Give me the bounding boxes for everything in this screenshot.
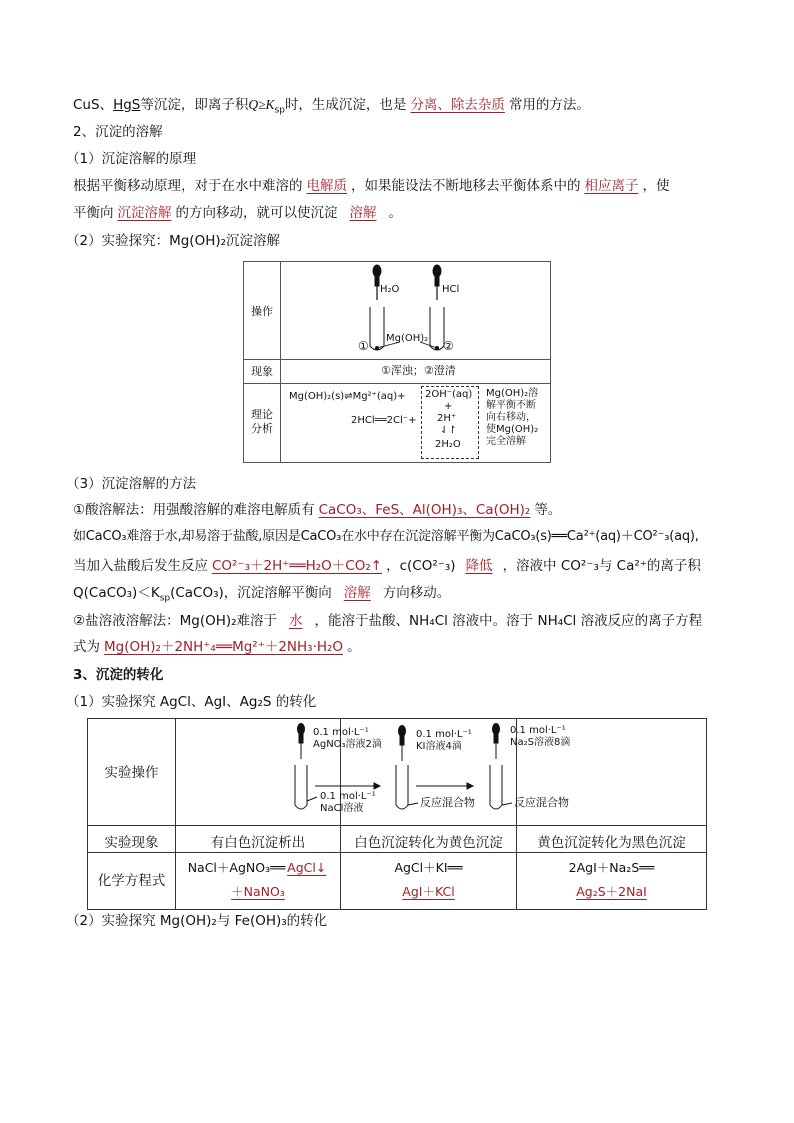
text: ，能溶于盐酸、NH₄Cl 溶液中。溶于 NH₄Cl 溶液反应的离子方程: [314, 613, 703, 629]
text: 式为: [73, 639, 100, 655]
box-plus: +: [444, 401, 453, 412]
text: 常用的方法。: [508, 97, 590, 113]
hgs-text: HgS: [113, 97, 141, 113]
text: CuS、: [73, 97, 114, 113]
equation-2-answer: [341, 882, 516, 900]
text-line-8: [73, 611, 702, 633]
row-label-phenomenon: 实验现象: [104, 835, 159, 851]
subscript: sp: [274, 105, 285, 116]
text: 方向移动。: [382, 585, 451, 601]
answer-blank: Ag₂S＋2NaI: [576, 884, 647, 899]
section-heading-3: 3、沉淀的转化: [73, 667, 164, 683]
reagent-1-conc: 0.1 mol·L⁻¹: [313, 727, 369, 738]
text-line-3: [73, 203, 402, 225]
subheading-2-1: （1）沉淀溶解的原理: [66, 151, 197, 167]
text-line-6: [73, 556, 701, 578]
answer-blank: 降低: [465, 558, 493, 574]
text: (CaCO₃)，沉淀溶解平衡向: [170, 585, 332, 601]
text: 平衡向: [73, 205, 114, 221]
answer-blank: ＋NaNO₃: [231, 884, 285, 899]
box-h: 2H⁺: [437, 413, 457, 424]
reagent-1-name: AgNO₃溶液2滴: [313, 739, 382, 750]
equation-1-cont: [176, 882, 340, 900]
answer-blank: 溶解: [343, 585, 371, 601]
text-line-9: [73, 637, 361, 659]
box-oh: 2OH⁻(aq): [425, 389, 473, 400]
answer-blank: CaCO₃、FeS、Al(OH)₃、Ca(OH)₂: [318, 502, 531, 518]
row-label-analysis: 理论 分析: [251, 408, 273, 435]
equation-1: [176, 858, 340, 876]
reagent-3-conc: 0.1 mol·L⁻¹: [510, 725, 566, 736]
answer-blank: 溶解: [349, 205, 377, 221]
section-heading-2: 2、沉淀的溶解: [73, 124, 163, 140]
hcl-ionization-eq: 2HCl══2Cl⁻+: [351, 415, 417, 426]
answer-blank: Mg(OH)₂＋2NH⁺₄══Mg²⁺＋2NH₃·H₂O: [104, 639, 344, 655]
text: 根据平衡移动原理，对于在水中难溶的: [73, 178, 303, 194]
text: ，使: [642, 178, 670, 194]
reagent-2-name: KI溶液4滴: [416, 741, 462, 752]
equation-3-answer: [517, 882, 706, 900]
tube-1-marker: ①: [358, 339, 369, 353]
text: ②盐溶液溶解法：Mg(OH)₂难溶于: [73, 613, 278, 629]
reagent-2-conc: 0.1 mol·L⁻¹: [416, 729, 472, 740]
text: ，如果能设法不断地移去平衡体系中的: [351, 178, 581, 194]
text-line-5: 如CaCO₃难溶于水,却易溶于盐酸,原因是CaCO₃在水中存在沉淀溶解平衡为CaCO₃(s)══Ca²⁺(aq)＋CO²⁻₃(aq),: [73, 529, 699, 544]
phenomenon-2: 白色沉淀转化为黄色沉淀: [354, 835, 503, 851]
text: 。: [347, 639, 361, 655]
text: 时，生成沉淀，也是: [284, 97, 407, 113]
tube-1-conc: 0.1 mol·L⁻¹: [320, 791, 376, 802]
row-label-operation: 实验操作: [104, 765, 159, 781]
equilibrium-arrow-icon: ⇃↾: [440, 425, 457, 436]
answer-blank: 分离、除去杂质: [410, 97, 505, 113]
text: 的方向移动，就可以使沉淀: [175, 205, 338, 221]
equilibrium-eq: Mg(OH)₂(s)⇌Mg²⁺(aq)+: [289, 391, 406, 402]
conversion-experiment-table: [87, 718, 707, 910]
text: ，溶液中 CO²⁻₃与 Ca²⁺的离子积: [502, 558, 701, 574]
text: 等。: [534, 502, 562, 518]
row-label-phenomenon: 现象: [251, 365, 273, 378]
subheading-2-2: （2）实验探究：Mg(OH)₂沉淀溶解: [66, 233, 281, 249]
text-line-2: [73, 176, 670, 198]
answer-blank: 沉淀溶解: [117, 205, 172, 221]
text: 。: [388, 205, 402, 221]
equation-3: 2AgI＋Na₂S══: [568, 860, 655, 875]
text: Q(CaCO₃)＜K: [73, 585, 160, 601]
text: ，c(CO²⁻₃): [386, 558, 456, 574]
subheading-3-1: （1）实验探究 AgCl、AgI、Ag₂S 的转化: [66, 694, 317, 710]
equation-2: AgCl＋KI══: [394, 860, 463, 875]
text: 当加入盐酸后发生反应: [73, 558, 208, 574]
tube-2-marker: ②: [443, 339, 454, 353]
answer-blank: AgCl↓: [287, 860, 327, 875]
subscript: sp: [159, 593, 171, 604]
phenomenon-3: 黄色沉淀转化为黑色沉淀: [537, 835, 686, 851]
reagent-3-name: Na₂S溶液8滴: [510, 737, 571, 748]
text-line-4: [73, 500, 561, 522]
text: ①酸溶解法：用强酸溶解的难溶电解质有: [73, 502, 315, 518]
eq-text: NaCl＋AgNO₃══: [187, 860, 286, 875]
answer-blank: 电解质: [306, 178, 347, 194]
phenomenon-1: 有白色沉淀析出: [210, 835, 306, 851]
answer-blank: AgI＋KCl: [402, 884, 455, 899]
analysis-note: Mg(OH)₂溶 解平衡不断 向右移动， 使Mg(OH)₂ 完全溶解: [486, 388, 539, 447]
row-label-equation: 化学方程式: [97, 873, 166, 889]
subheading-2-3: （3）沉淀溶解的方法: [66, 476, 197, 492]
q-ksp: Q≥K: [248, 97, 275, 112]
text: 等沉淀，即离子积: [140, 97, 249, 113]
answer-blank: 水: [289, 613, 303, 629]
mgoh2-label: Mg(OH)₂: [386, 333, 429, 344]
dissolution-experiment-table: [243, 261, 551, 463]
phenomenon-value: ①浑浊；②澄清: [381, 364, 456, 377]
row-label-operation: 操作: [251, 305, 273, 318]
hcl-label: HCl: [442, 284, 460, 295]
tube-3-label: 反应混合物: [514, 796, 569, 809]
h2o-label: H₂O: [380, 284, 400, 295]
answer-blank: 相应离子: [584, 178, 639, 194]
answer-blank: CO²⁻₃＋2H⁺══H₂O＋CO₂↑: [212, 558, 383, 574]
box-water: 2H₂O: [435, 439, 461, 450]
tube-2-label: 反应混合物: [420, 796, 475, 809]
text-line-1: [73, 95, 590, 117]
text-line-7: [73, 583, 450, 605]
tube-1-name: NaCl溶液: [320, 803, 364, 814]
subheading-3-2: （2）实验探究 Mg(OH)₂与 Fe(OH)₃的转化: [66, 913, 328, 929]
